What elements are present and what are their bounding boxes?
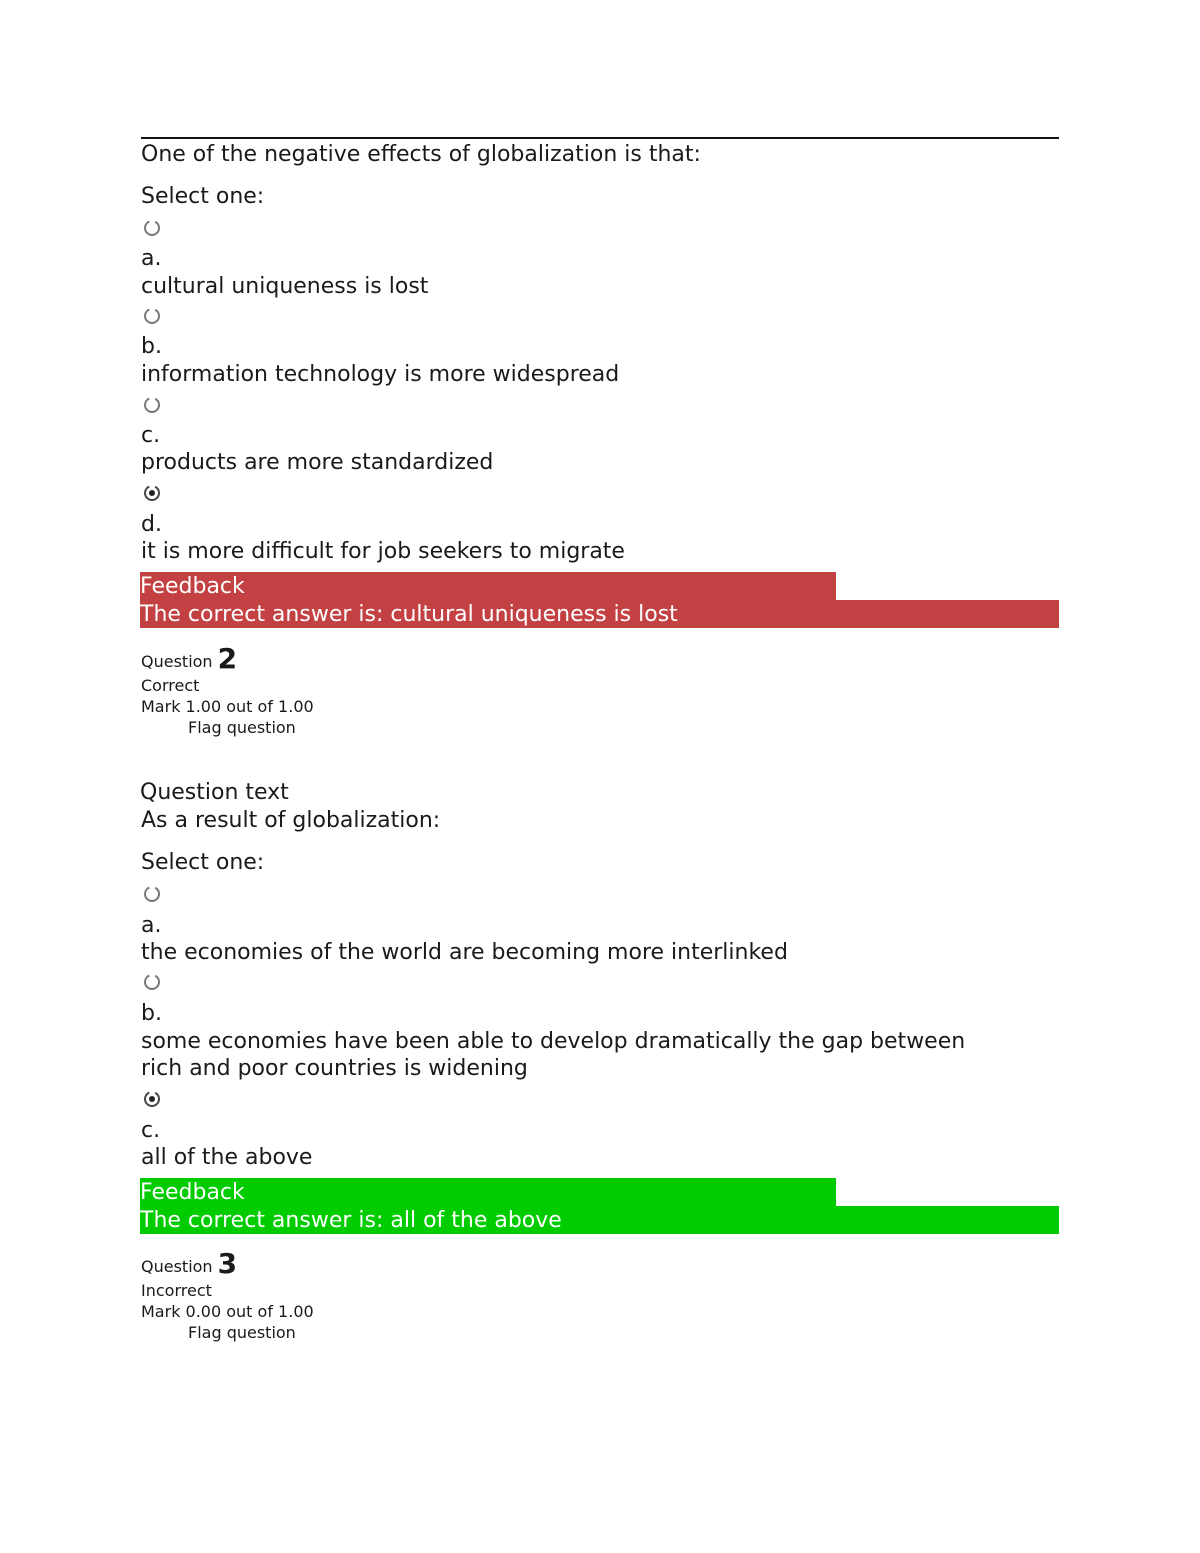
option-text-line-2: rich and poor countries is widening (141, 1056, 528, 1081)
flag-question-link[interactable]: Flag question (188, 718, 296, 737)
question-number-line (141, 1247, 741, 1280)
option-letter: c. (141, 423, 161, 448)
question-2-prompt: As a result of globalization: (141, 808, 441, 833)
q1-option-d[interactable] (141, 482, 1059, 504)
question-1-select-label-wrap (141, 183, 1059, 211)
top-divider (141, 137, 1059, 139)
question-status: Incorrect (141, 1281, 212, 1300)
q2-option-a-letter-wrap (141, 912, 1059, 940)
q1-option-a-text-wrap (141, 273, 1059, 300)
q2-option-b-text-wrap (141, 1028, 1059, 1082)
q2-option-c[interactable] (141, 1088, 1059, 1110)
q1-feedback (140, 572, 1059, 628)
question-2-section-label-wrap (140, 779, 1058, 807)
option-text: cultural uniqueness is lost (141, 274, 429, 299)
radio-button-icon[interactable] (141, 394, 163, 416)
q1-option-d-letter-wrap (141, 511, 1059, 539)
radio-button-checked-icon[interactable] (141, 1088, 163, 1110)
q2-option-a[interactable] (141, 883, 1059, 905)
q1-option-b[interactable] (141, 305, 1059, 327)
question-label: Question (141, 1257, 213, 1276)
question-mark: Mark 0.00 out of 1.00 (141, 1302, 314, 1321)
option-letter: a. (141, 246, 162, 271)
option-letter: c. (141, 1118, 161, 1143)
option-letter: a. (141, 913, 162, 938)
question-label: Question (141, 652, 213, 671)
q1-option-a-letter-wrap (141, 245, 1059, 273)
radio-button-checked-icon[interactable] (141, 482, 163, 504)
question-mark: Mark 1.00 out of 1.00 (141, 697, 314, 716)
flag-question-link[interactable]: Flag question (188, 1323, 296, 1342)
question-number-line (141, 642, 741, 675)
feedback-correct-answer: The correct answer is: all of the above (140, 1206, 1059, 1234)
q1-option-c[interactable] (141, 394, 1059, 416)
option-text: information technology is more widespread (141, 362, 620, 387)
question-number: 2 (217, 642, 238, 675)
q2-option-b[interactable] (141, 971, 1059, 993)
option-letter: d. (141, 512, 162, 537)
q1-option-c-letter-wrap (141, 422, 1059, 450)
option-text: products are more standardized (141, 450, 494, 475)
question-1-text (141, 141, 1059, 169)
question-1-prompt: One of the negative effects of globalization is that: (141, 142, 701, 167)
q2-option-b-letter-wrap (141, 1000, 1059, 1028)
q2-feedback (140, 1178, 1059, 1234)
question-2-select-label-wrap (141, 849, 1059, 877)
option-letter: b. (141, 1001, 162, 1026)
radio-button-icon[interactable] (141, 883, 163, 905)
question-2-text (141, 807, 1059, 835)
feedback-correct-answer: The correct answer is: cultural uniqueness is lost (140, 600, 1059, 628)
option-text: it is more difficult for job seekers to migrate (141, 539, 625, 564)
option-text: all of the above (141, 1145, 313, 1170)
option-letter: b. (141, 334, 162, 359)
q1-option-c-text-wrap (141, 449, 1059, 476)
question-2-info (141, 642, 741, 738)
question-number: 3 (217, 1247, 238, 1280)
q1-option-a[interactable] (141, 217, 1059, 239)
question-text-label: Question text (140, 780, 289, 805)
option-text: the economies of the world are becoming more interlinked (141, 940, 788, 965)
question-3-info (141, 1247, 741, 1343)
q2-option-a-text-wrap (141, 939, 1059, 966)
select-one-label: Select one: (141, 184, 265, 209)
radio-button-icon[interactable] (141, 971, 163, 993)
radio-button-icon[interactable] (141, 217, 163, 239)
q1-option-d-text-wrap (141, 538, 1059, 565)
feedback-label: Feedback (140, 1178, 836, 1206)
q1-option-b-text-wrap (141, 361, 1059, 388)
select-one-label: Select one: (141, 850, 265, 875)
radio-button-icon[interactable] (141, 305, 163, 327)
q2-option-c-text-wrap (141, 1144, 1059, 1171)
feedback-label: Feedback (140, 572, 836, 600)
question-status: Correct (141, 676, 200, 695)
q2-option-c-letter-wrap (141, 1117, 1059, 1145)
option-text-line-1: some economies have been able to develop dramatically the gap between (141, 1029, 966, 1054)
q1-option-b-letter-wrap (141, 333, 1059, 361)
